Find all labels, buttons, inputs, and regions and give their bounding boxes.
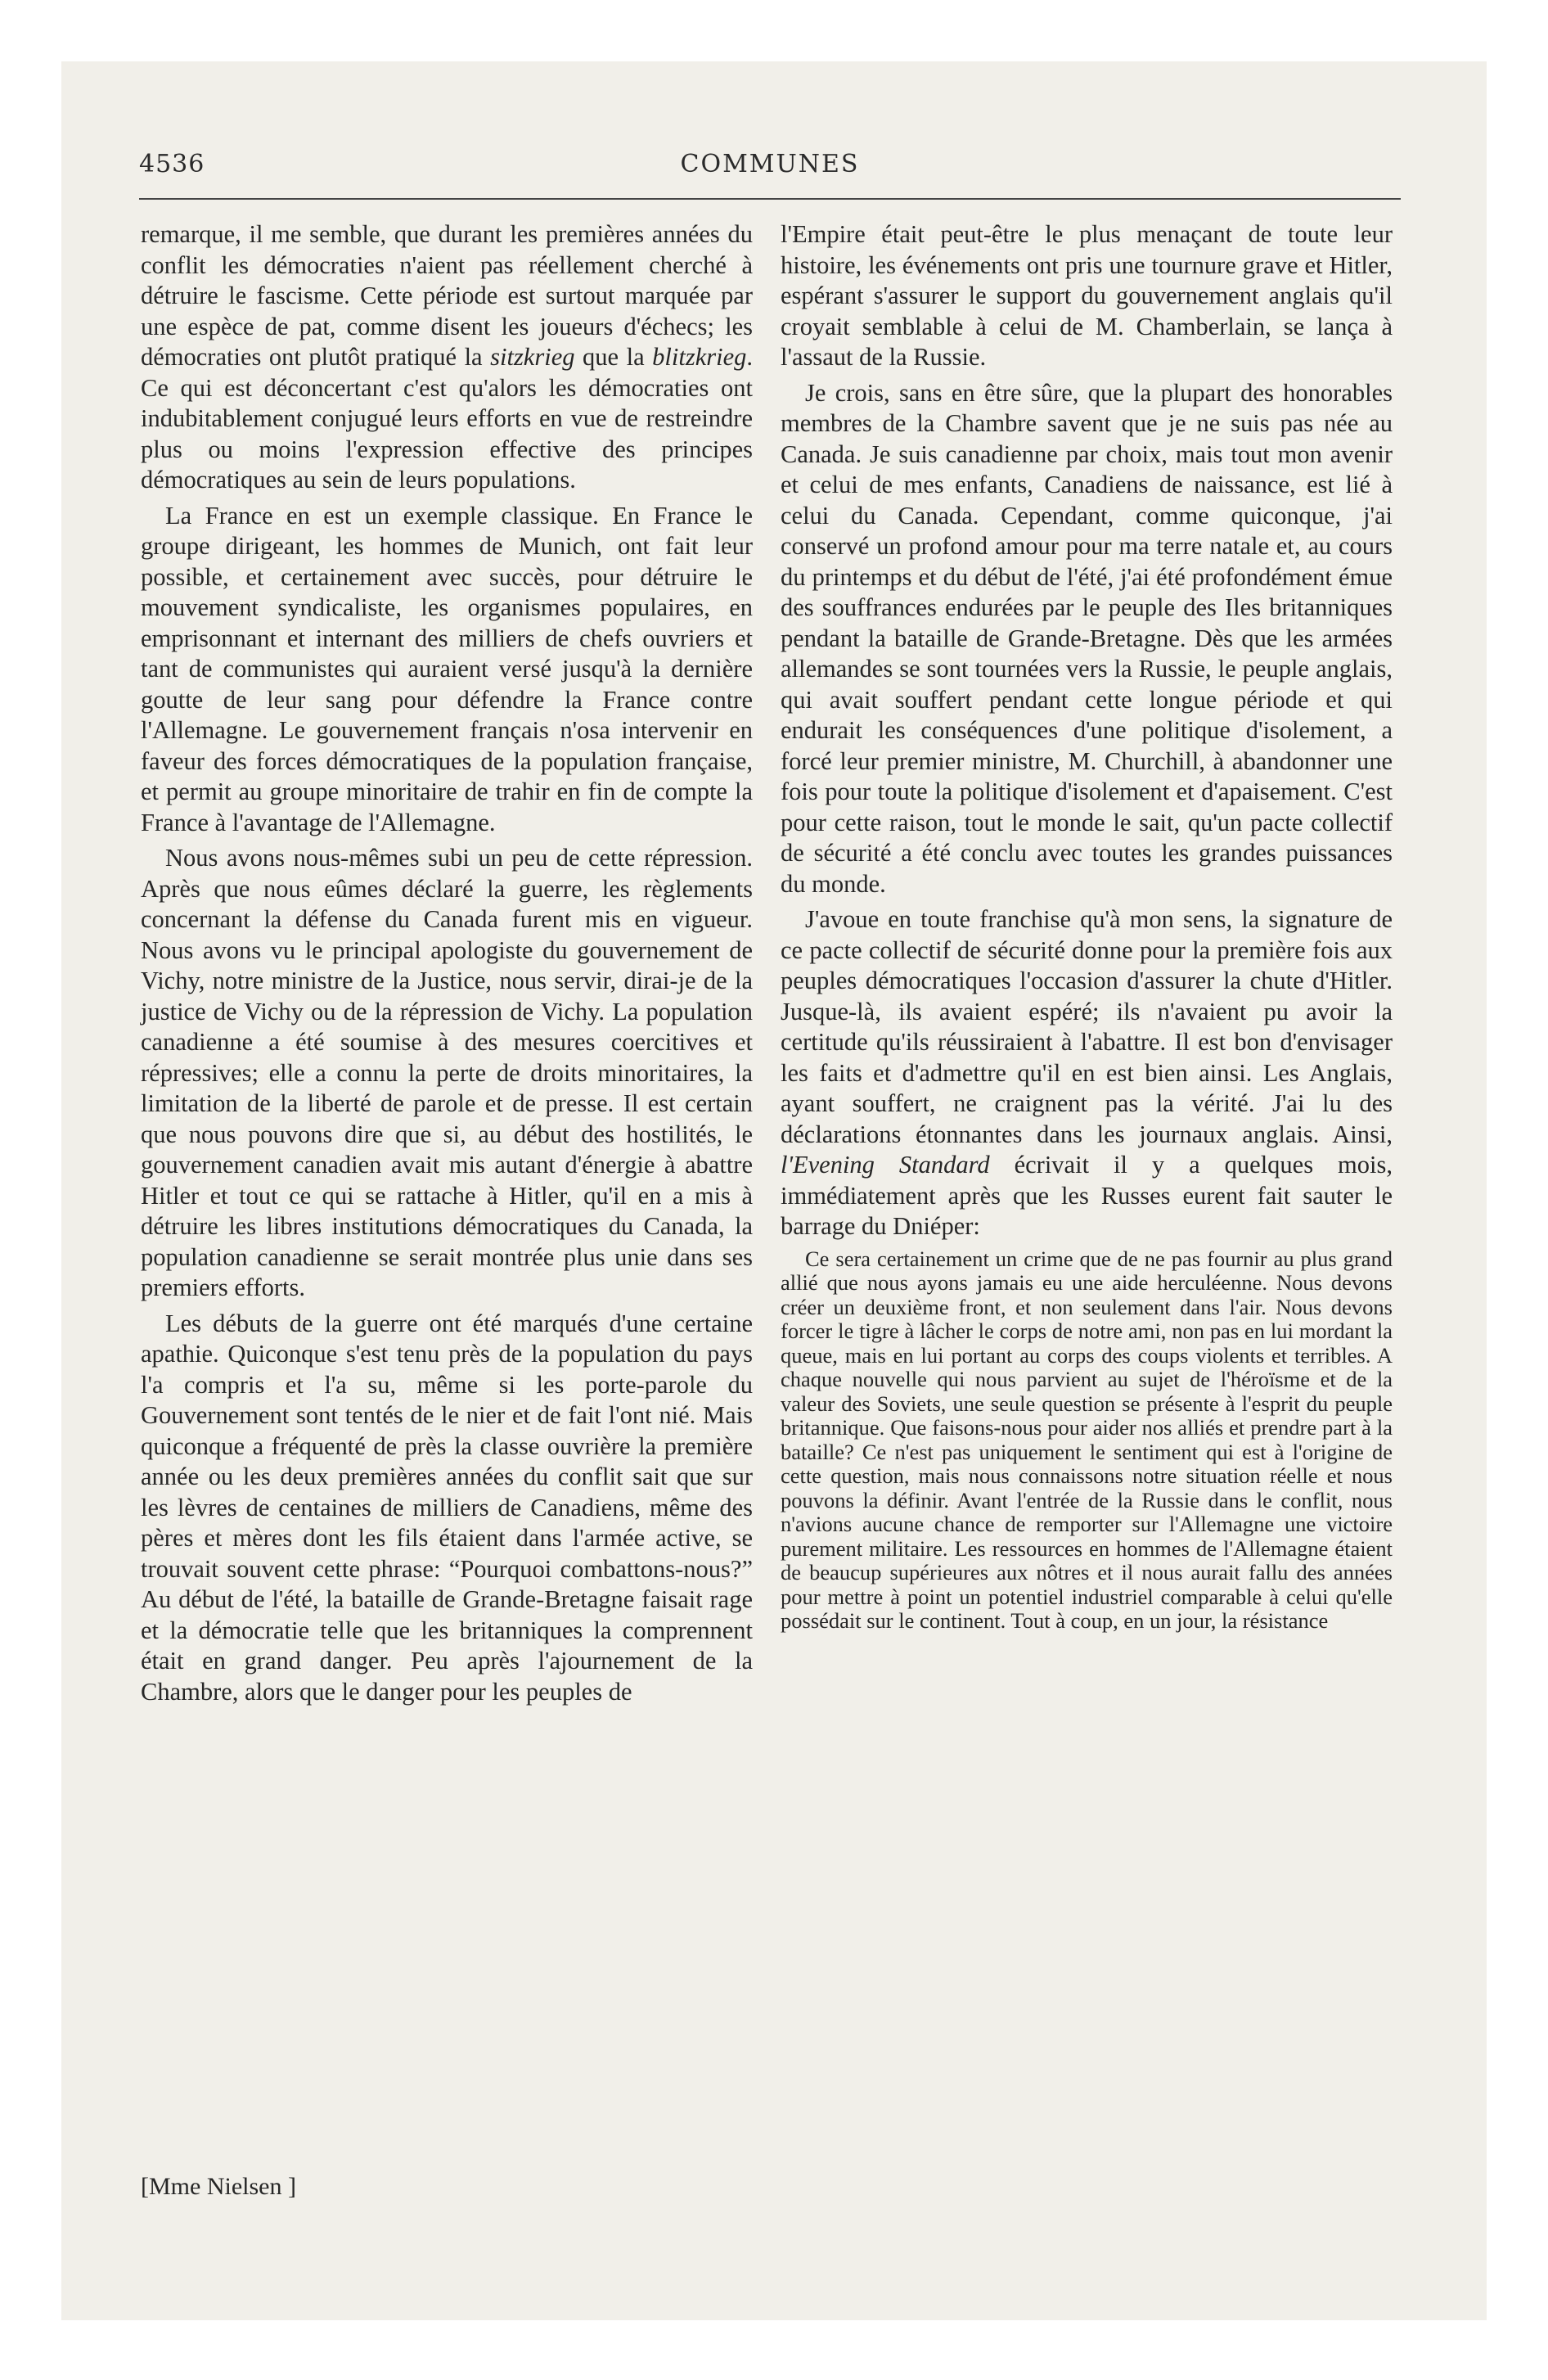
left-paragraph-1 [141, 219, 753, 496]
right-p3-italic: l'Evening Standard [781, 1151, 990, 1179]
left-p1-italic-1: sitzkrieg [490, 343, 575, 371]
header-rule [139, 198, 1401, 200]
left-p1-text-a: remarque, il me semble, que durant les premières années du conflit les démocraties n'aient pas réellement cherché à détruire le fascisme. Cette période est surtout marquée par une espèce de pat, comme disent les joueurs d'échecs; les démocraties ont plutôt pratiqué la [141, 220, 753, 371]
left-paragraph-2: La France en est un exemple classique. En France le groupe dirigeant, les hommes de Munich, ont fait leur possible, et certainement avec succès, pour détruire le mouvement syndicaliste, les organismes populaires, en emprisonnant et internant des milliers de chefs ouvriers et tant de communistes qui auraient versé jusqu'à la dernière goutte de leur sang pour défendre la France contre l'Allemagne. Le gouvernement français n'osa intervenir en faveur des forces démocratiques de la population française, et permit au groupe minoritaire de trahir en fin de compte la France à l'avantage de l'Allemagne. [141, 501, 753, 836]
left-p1-text-b: que la [574, 343, 653, 371]
left-paragraph-3: Nous avons nous-mêmes subi un peu de cette répression. Après que nous eûmes déclaré la guerre, les règlements concernant la défense du Canada furent mis en vigueur. Nous avons vu le principal apologiste du gouvernement de Vichy, notre ministre de la Justice, nous servir, dirai-je de la justice de Vichy ou de la répression de Vichy. La population canadienne a été soumise à des mesures coercitives et répressives; elle a connu la perte de droits minoritaires, la limitation de la liberté de parole et de presse. Il est certain que nous pouvons dire que si, au début des hostilités, le gouvernement canadien avait mis autant d'énergie à abattre Hitler et tout ce qui se rattache à Hitler, qu'il en a mis à détruire les libres institutions démocratiques du Canada, la population canadienne se serait montrée plus unie dans ses premiers efforts. [141, 844, 753, 1301]
page-number: 4536 [139, 150, 205, 178]
right-column [781, 219, 1393, 1634]
page-header [139, 143, 1401, 189]
speaker-footer: [Mme Nielsen ] [141, 2173, 296, 2200]
right-paragraph-2: Je crois, sans en être sûre, que la plupart des honorables membres de la Chambre savent que je ne suis pas née au Canada. Je suis canadienne par choix, mais tout mon avenir et celui de mes enfants, Canadiens de naissance, est lié à celui du Canada. Cependant, comme quiconque, j'ai conservé un profond amour pour ma terre natale et, au cours du printemps et du début de l'été, j'ai été profondément émue des souffrances endurées par le peuple des Iles britanniques pendant la bataille de Grande-Bretagne. Dès que les armées allemandes se sont tournées vers la Russie, le peuple anglais, qui avait souffert pendant cette longue période et qui endurait les conséquences d'une politique d'isolement, a forcé leur premier ministre, M. Churchill, à abandonner une fois pour toute la politique d'isolement et d'apaisement. C'est pour cette raison, tout le monde le sait, qu'un pacte collectif de sécurité a été conclu avec toutes les grandes puissances du monde. [781, 378, 1393, 898]
left-p1-text-c: . Ce qui est déconcertant c'est qu'alors les démocraties ont indubitablement conjugué leurs efforts en vue de restreindre plus ou moins l'expression effective des principes démocratiques au sein de leurs populations. [141, 343, 753, 494]
left-p1-italic-2: blitzkrieg [652, 343, 747, 371]
left-column [141, 219, 753, 1707]
block-quote: Ce sera certainement un crime que de ne pas fournir au plus grand allié que nous ayons jamais eu une aide herculéenne. Nous devons créer un deuxième front, et non seulement dans l'air. Nous devons forcer le tigre à lâcher le corps de notre ami, non pas en lui mordant la queue, mais en lui portant au corps des coups violents et terribles. A chaque nouvelle qui nous parvient au sujet de l'héroïsme et de la valeur des Soviets, une seule question se présente à l'esprit du peuple britannique. Que faisons-nous pour aider nos alliés et prendre part à la bataille? Ce n'est pas uniquement le sentiment qui est à l'origine de cette question, mais nous connaissons notre situation réelle et nous pouvons la définir. Avant l'entrée de la Russie dans le conflit, nous n'avions aucune chance de remporter sur l'Allemagne une victoire purement militaire. Les ressources en hommes de l'Allemagne étaient de beaucup supérieures aux nôtres et il nous aurait fallu des années pour mettre à point un potentiel industriel comparable à celui qu'elle possédait sur le continent. Tout à coup, en un jour, la résistance [781, 1246, 1393, 1633]
right-paragraph-1: l'Empire était peut-être le plus menaçant de toute leur histoire, les événements ont pris une tournure grave et Hitler, espérant s'assurer le support du gouvernement anglais qu'il croyait semblable à celui de M. Chamberlain, se lança à l'assaut de la Russie. [781, 220, 1393, 371]
right-paragraph-3 [781, 904, 1393, 1242]
running-head: COMMUNES [680, 150, 860, 178]
right-p3-text-a: J'avoue en toute franchise qu'à mon sens, la signature de ce pacte collectif de sécurité donne pour la première fois aux peuples démocratiques l'occasion d'assurer la chute d'Hitler. Jusque-là, ils avaient espéré; ils n'avaient pu avoir la certitude qu'ils réussiraient à l'abattre. Il est bon d'envisager les faits et d'admettre qu'il en est bien ainsi. Les Anglais, ayant souffert, ne craignent pas la vérité. J'ai lu des déclarations étonnantes dans les journaux anglais. Ainsi, [781, 905, 1393, 1148]
right-p3-text-b: écrivait il y a quelques mois, immédiatement après que les Russes eurent fait sauter le barrage du Dniéper: [781, 1151, 1393, 1240]
left-paragraph-4: Les débuts de la guerre ont été marqués d'une certaine apathie. Quiconque s'est tenu près de la population du pays l'a compris et l'a su, même si les porte-parole du Gouvernement sont tentés de le nier et de fait l'ont nié. Mais quiconque a fréquenté de près la classe ouvrière la première année ou les deux premières années du conflit sait que sur les lèvres de centaines de milliers de Canadiens, même des pères et mères dont les fils étaient dans l'armée active, se trouvait souvent cette phrase: “Pourquoi combattons-nous?” Au début de l'été, la bataille de Grande-Bretagne faisait rage et la démocratie telle que les britanniques la comprennent était en grand danger. Peu après l'ajournement de la Chambre, alors que le danger pour les peuples de [141, 1309, 753, 1706]
